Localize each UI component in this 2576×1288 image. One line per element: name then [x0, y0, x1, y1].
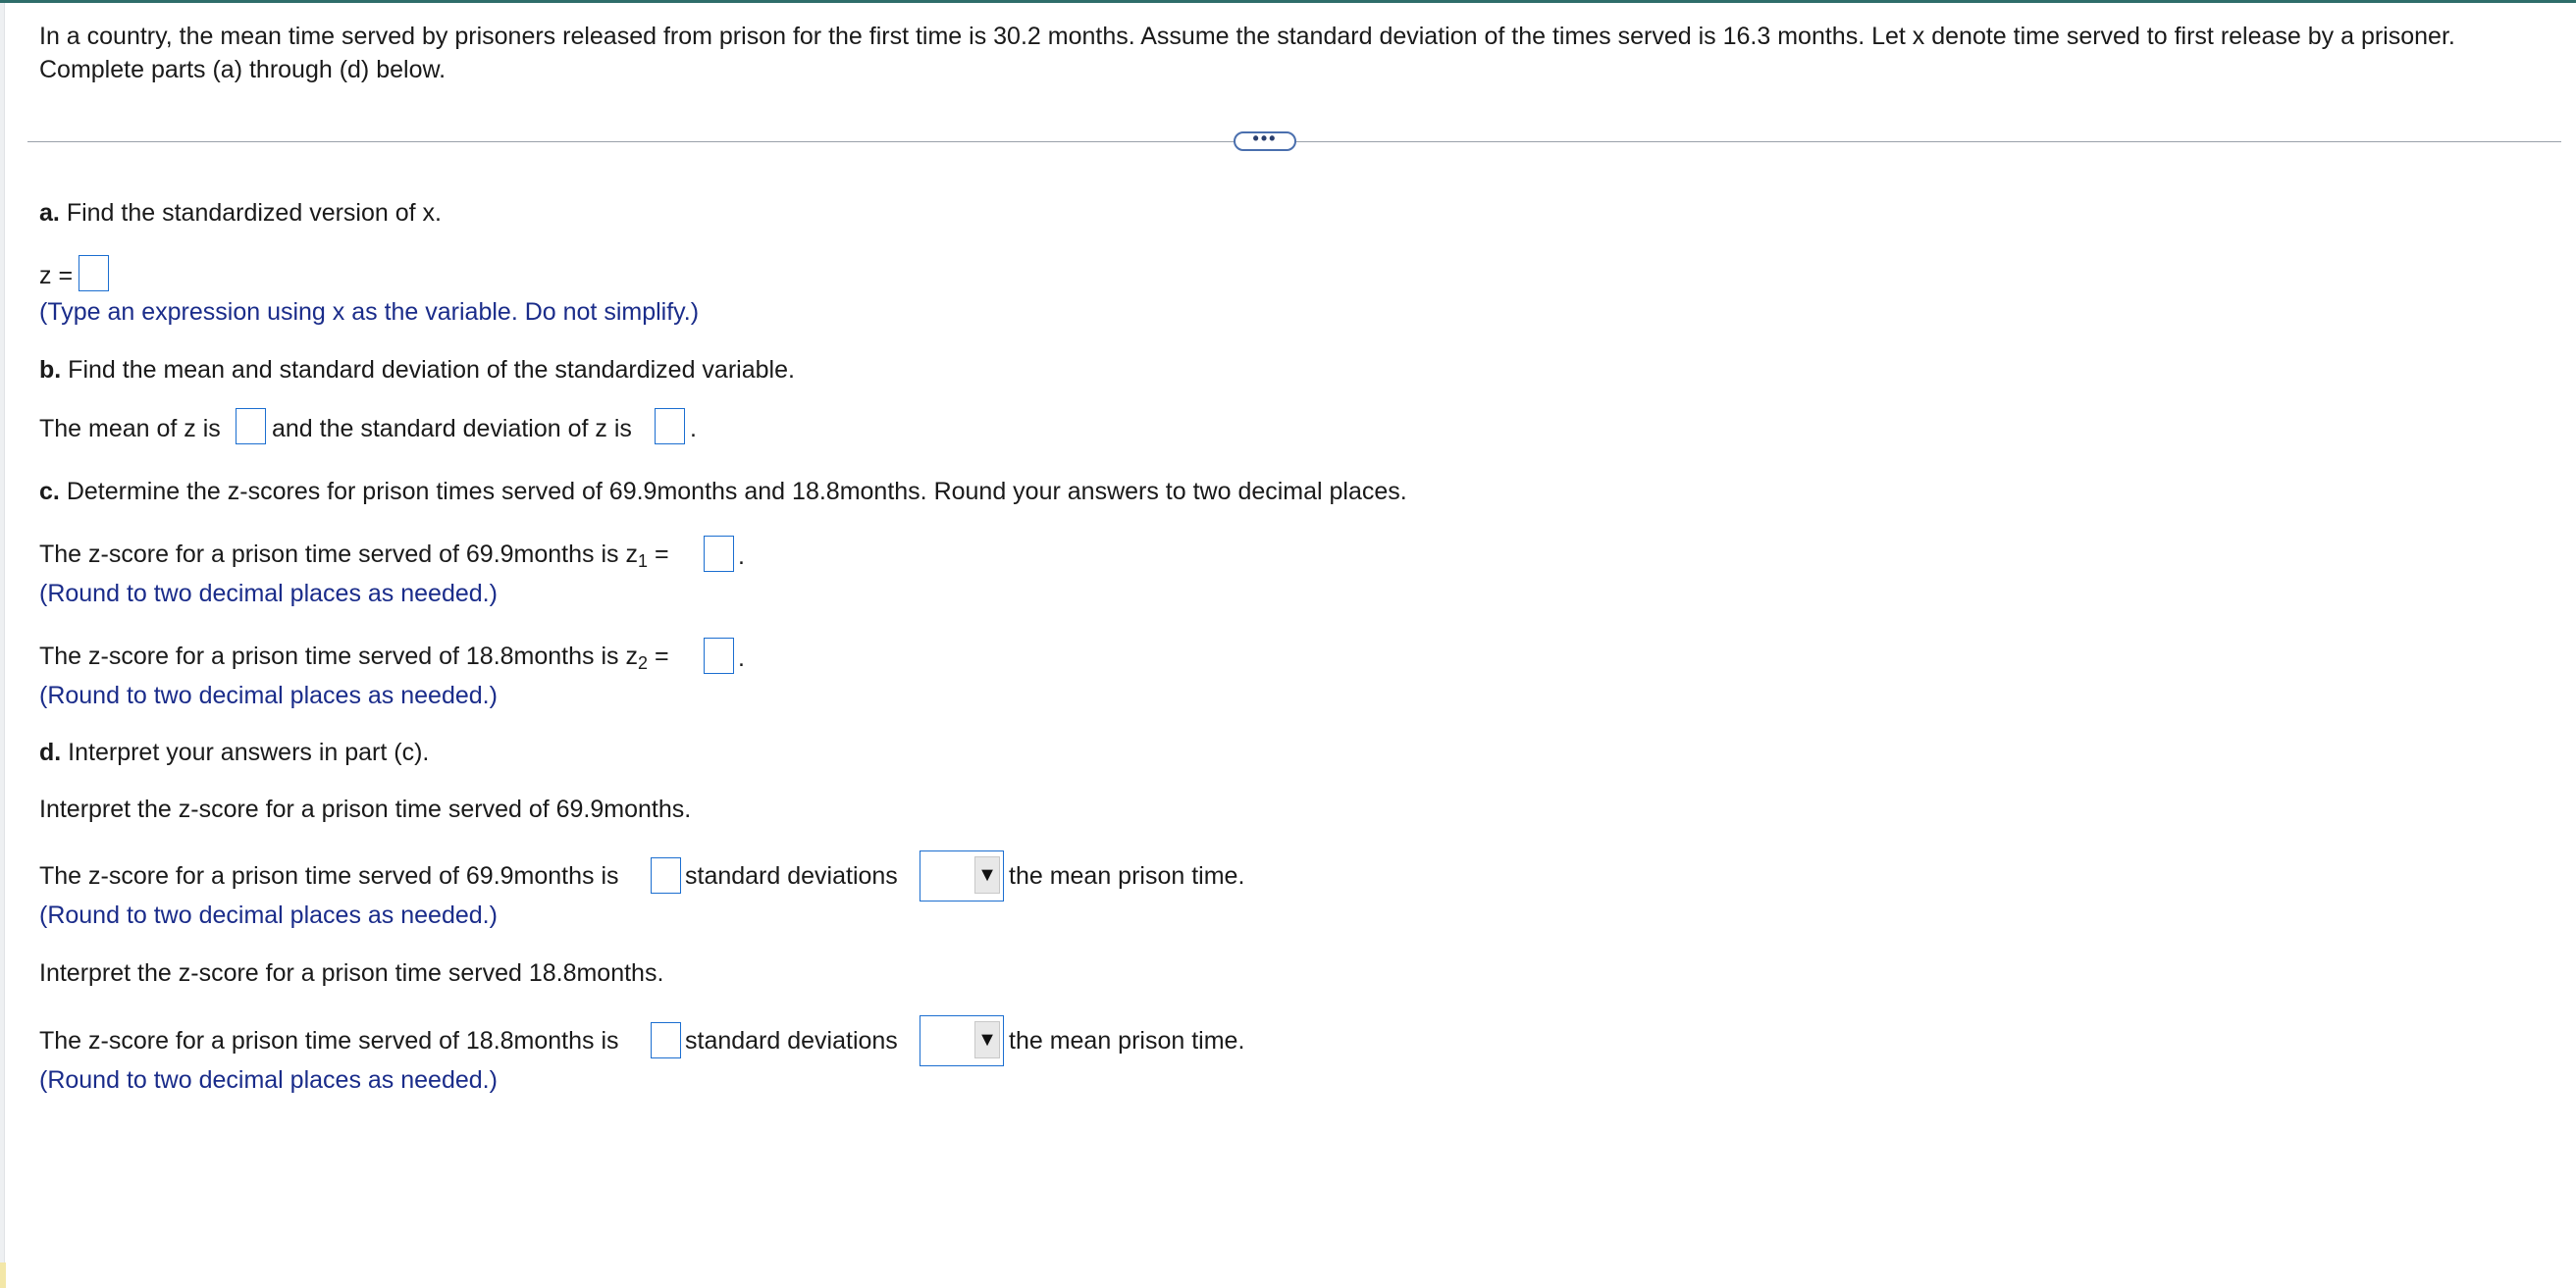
part-a-heading: a. Find the standardized version of x.	[39, 199, 442, 227]
row2-std-dev-label: standard deviations	[685, 1027, 898, 1055]
z2-hint: (Round to two decimal places as needed.)	[39, 682, 498, 709]
z2-label: The z-score for a prison time served of 18.8months is $z_2$ =	[39, 643, 669, 673]
z1-input[interactable]	[704, 536, 734, 572]
row1-std-dev-input[interactable]	[651, 857, 681, 894]
row2-hint: (Round to two decimal places as needed.)	[39, 1066, 498, 1094]
expand-more-button[interactable]	[1234, 131, 1296, 151]
row2-mean-label: the mean prison time.	[1009, 1027, 1245, 1055]
mean-of-z-label: The mean of z is	[39, 415, 221, 442]
row1-std-dev-label: standard deviations	[685, 862, 898, 890]
row2-label: The z-score for a prison time served of 18.8months is	[39, 1027, 619, 1055]
part-b-heading: b. Find the mean and standard deviation of the standardized variable.	[39, 356, 795, 384]
chevron-down-icon: ▼	[974, 1021, 1000, 1058]
z1-hint: (Round to two decimal places as needed.)	[39, 580, 498, 607]
part-b-period: .	[690, 415, 697, 442]
z1-label: The z-score for a prison time served of 69.9months is $z_1$ =	[39, 541, 669, 571]
z1-period: .	[738, 542, 745, 570]
interpret-prompt-2: Interpret the z-score for a prison time served 18.8months.	[39, 959, 664, 987]
part-c-heading: c. Determine the z-scores for prison times served of 69.9months and 18.8months. Round your answers to two decimal places.	[39, 478, 1407, 505]
row2-direction-dropdown[interactable]	[920, 1015, 1004, 1066]
interpret-prompt-1: Interpret the z-score for a prison time served of 69.9months.	[39, 796, 692, 823]
row1-hint: (Round to two decimal places as needed.)	[39, 902, 498, 929]
sd-of-z-label: and the standard deviation of z is	[272, 415, 632, 442]
sd-of-z-input[interactable]	[655, 408, 685, 444]
corner-marker	[0, 1262, 6, 1288]
z-expression-input[interactable]	[79, 255, 109, 291]
ellipsis-icon: •••	[1252, 129, 1278, 148]
part-a-hint: (Type an expression using x as the variable. Do not simplify.)	[39, 298, 700, 326]
left-edge	[0, 3, 5, 1288]
part-d-heading: d. Interpret your answers in part (c).	[39, 739, 430, 766]
row1-direction-dropdown[interactable]	[920, 850, 1004, 902]
question-intro: In a country, the mean time served by prisoners released from prison for the first time is 30.2 months. Assume the standard deviation of the times served is 16.3 months. Let x denote time served to first release by a prisoner. Complete parts (a) through (d) below.	[39, 23, 2455, 83]
row2-std-dev-input[interactable]	[651, 1022, 681, 1058]
mean-of-z-input[interactable]	[236, 408, 266, 444]
z2-input[interactable]	[704, 638, 734, 674]
z-label: z =	[39, 262, 74, 289]
row1-label: The z-score for a prison time served of 69.9months is	[39, 862, 619, 890]
row1-mean-label: the mean prison time.	[1009, 862, 1245, 890]
chevron-down-icon: ▼	[974, 856, 1000, 894]
z2-period: .	[738, 644, 745, 672]
top-accent-bar	[0, 0, 2576, 3]
